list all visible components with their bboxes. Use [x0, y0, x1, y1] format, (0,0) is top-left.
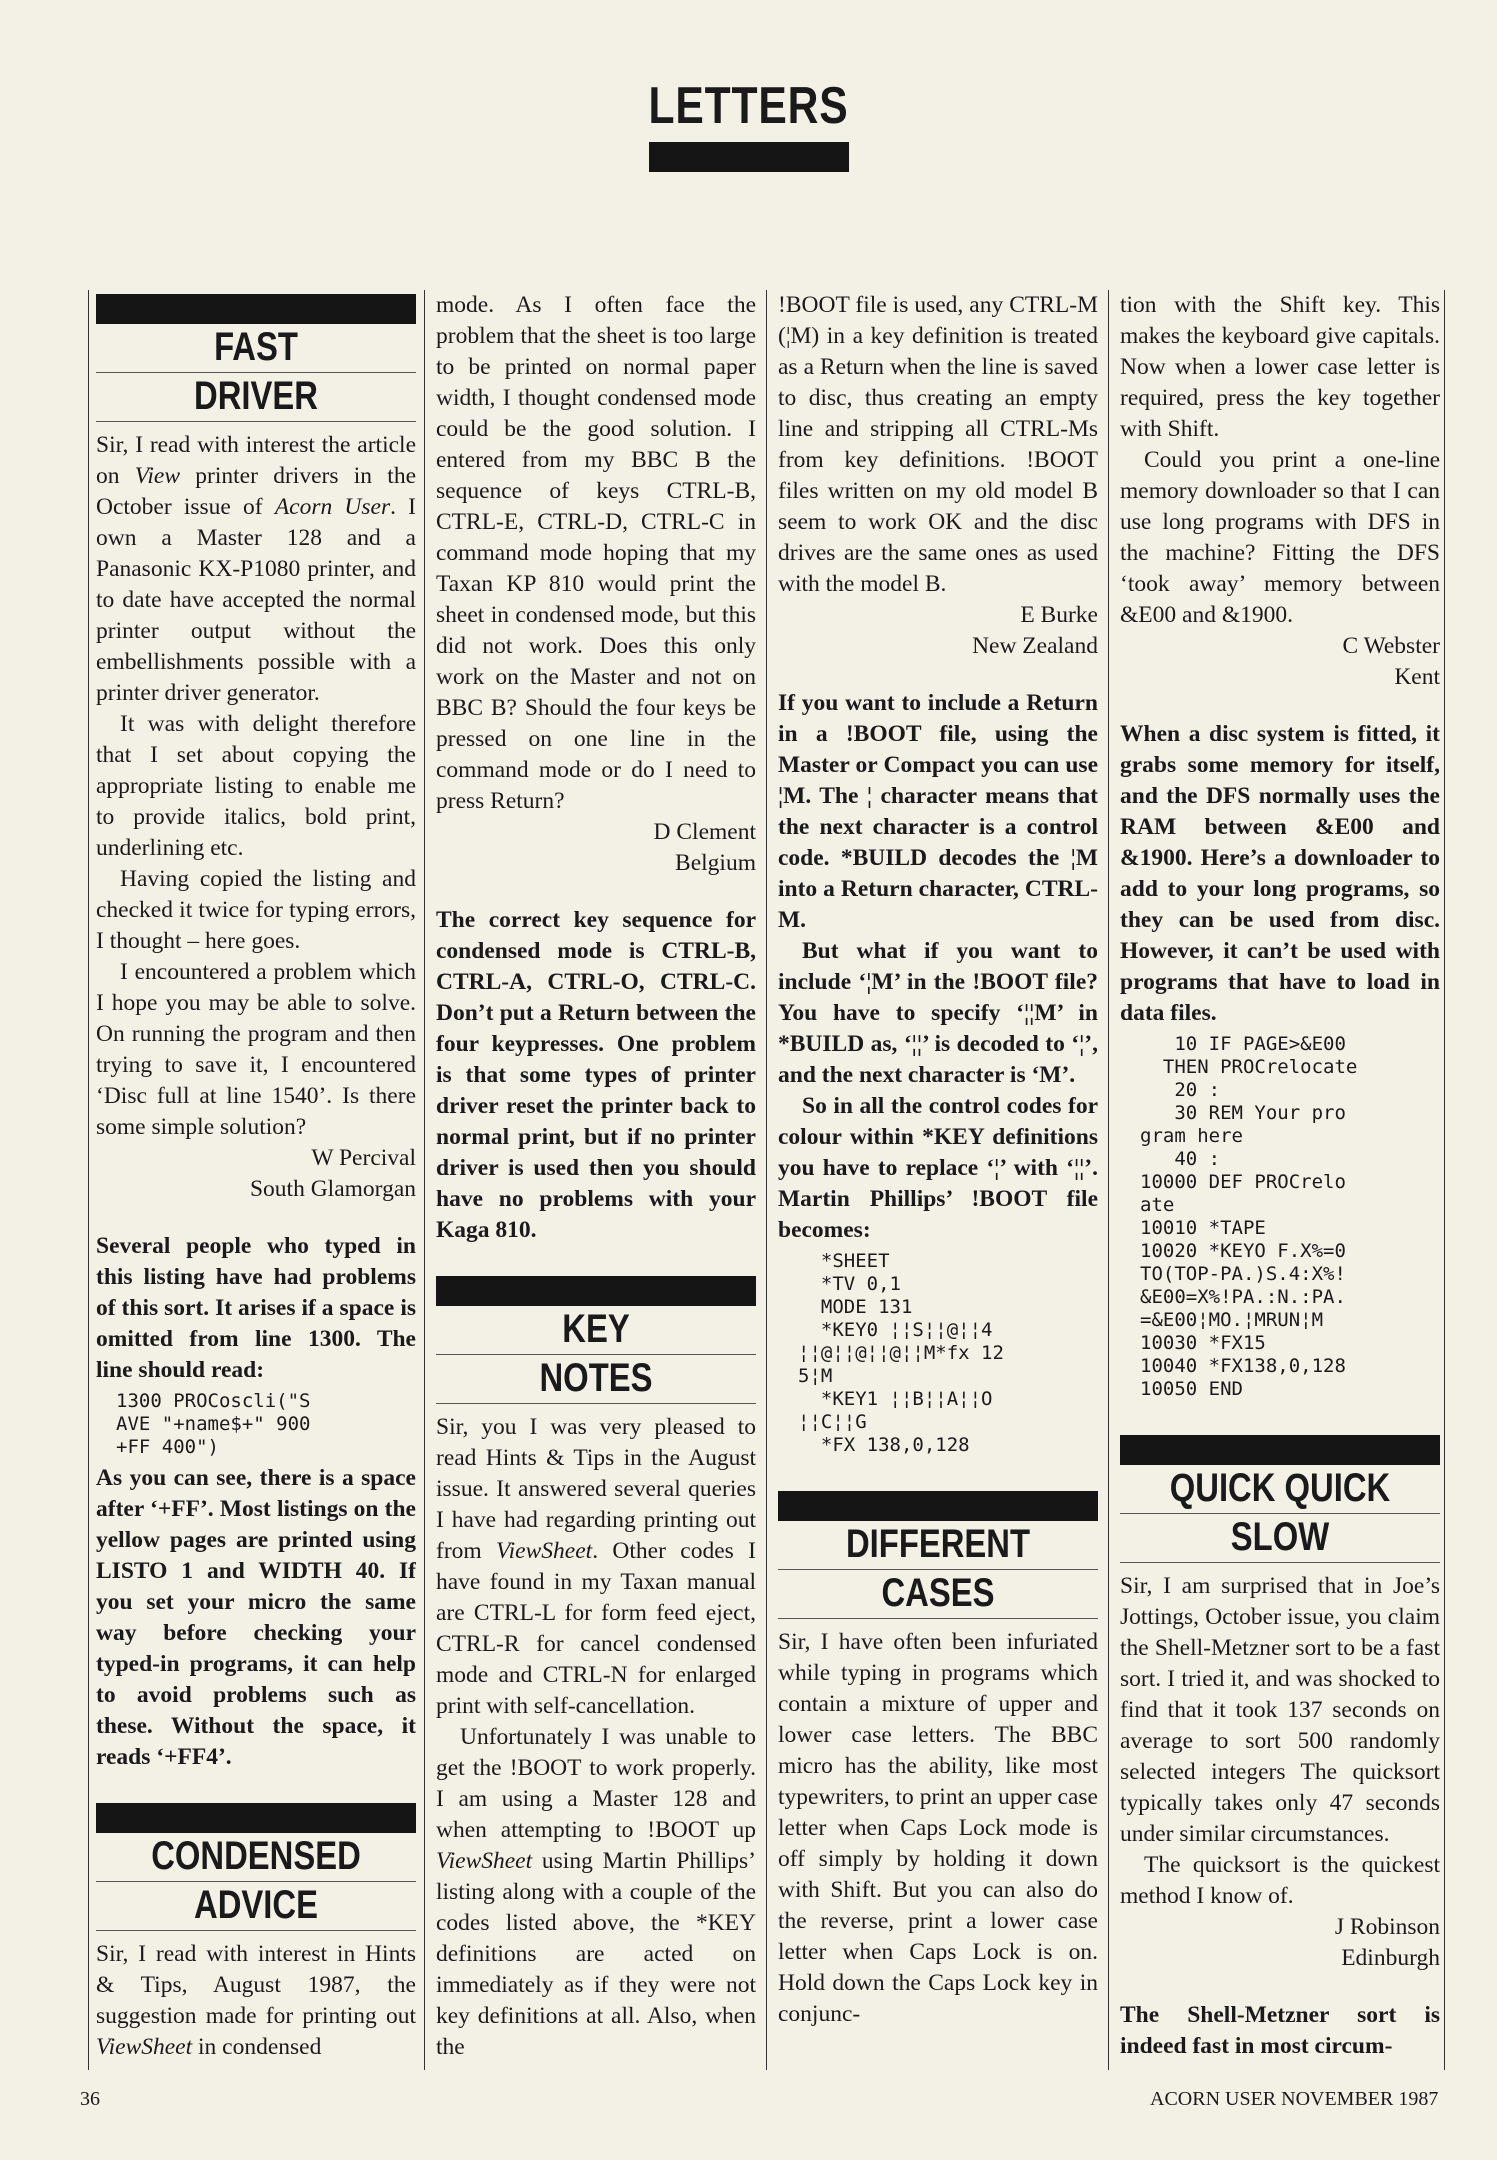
letter-paragraph: tion with the Shift key. This makes the keyboard give capitals. Now when a lower case letter is required, press the key together with Shift. [1120, 292, 1440, 442]
text: Sir, I read with interest the article on [96, 432, 416, 489]
signature-name: J Robinson [1334, 1914, 1440, 1940]
letter-paragraph: The quicksort is the quickest method I know of. [1120, 1852, 1440, 1909]
text: using Martin Phillips’ listing along with a couple of the codes listed above, the *KEY definitions are acted on immediately as if they were not key definitions at all. Also, when the [436, 1848, 756, 2060]
column-rule [424, 290, 425, 2070]
column-rule [1444, 290, 1445, 2070]
heading-line: DIFFERENT [845, 1522, 1031, 1566]
reply-paragraph: Several people who typed in this listing have had problems of this sort. It arises if a space is omitted from line 1300. The line should read: [96, 1233, 416, 1383]
signature-place: Belgium [675, 850, 756, 876]
letter-paragraph: mode. As I often face the problem that the sheet is too large to be printed on normal paper width, I thought condensed mode could be the good solution. I entered from my BBC B the sequence of keys CTRL-B, CTRL-E, CTRL-D, CTRL-C in command mode hoping that my Taxan KP 810 would print the sheet in condensed mode, but this did not work. Does this only work on the Master and not on BBC B? Should the four keys be pressed on one line in the command mode or do I need to press Return? [436, 292, 756, 814]
key-notes-heading [436, 1276, 756, 1404]
code-listing: 1300 PROCoscli("S AVE "+name$+" 900 +FF 400") [116, 1390, 311, 1458]
title-bar [649, 142, 849, 172]
letter-paragraph: Sir, I am surprised that in Joe’s Jottings, October issue, you claim the Shell-Metzner sort to be a fast sort. I tried it, and was shocked to find that it took 137 seconds on average to sort 500 randomly selected integers The quicksort typically takes only 47 seconds under similar circumstances. [1120, 1573, 1440, 1847]
letter-paragraph: I encountered a problem which I hope you may be able to solve. On running the program and then trying to save it, I encountered ‘Disc full at line 1540’. Is there some simple solution? [96, 959, 416, 1140]
column-1 [96, 290, 416, 2070]
signature-name: C Webster [1342, 633, 1440, 659]
letter-paragraph: Could you print a one-line memory downloader so that I can use long programs with DFS in the machine? Fitting the DFS ‘took away’ memory between &E00 and &1900. [1120, 447, 1440, 628]
italic-text: ViewSheet [436, 1848, 533, 1874]
different-cases-heading [778, 1491, 1098, 1619]
signature-place: Kent [1394, 664, 1440, 690]
italic-text: ViewSheet [96, 2034, 193, 2060]
signature-place: South Glamorgan [249, 1176, 416, 1202]
letter-paragraph [436, 1722, 756, 2063]
reply-paragraph: So in all the control codes for colour within *KEY definitions you have to replace ‘¦’ with ‘¦¦’. Martin Phillips’ !BOOT file becomes: [778, 1093, 1098, 1243]
text: . Other codes I have found in my Taxan manual are CTRL-L for form feed eject, CTRL-R for cancel condensed mode and CTRL-N for enlarged print with self-cancellation. [436, 1538, 756, 1719]
heading-line: ADVICE [194, 1883, 318, 1927]
code-listing: 10 IF PAGE>&E00 THEN PROCrelocate 20 : 30 REM Your pro gram here 40 : 10000 DEF PROCrelo ate 10010 *TAPE 10020 *KEYO F.X%=0 TO(TOP-PA.)S.4:X%! &E00=X%!PA.:N.:PA. =&E00¦MO.¦MRUN¦M 10030 *FX15 10040 *FX138,0,128 10050 END [1140, 1033, 1358, 1400]
reply-paragraph: When a disc system is fitted, it grabs some memory for itself, and the DFS normally uses the RAM between &E00 and &1900. Here’s a downloader to add to your long programs, so they can be used from disc. However, it can’t be used with programs that have to load in data files. [1120, 721, 1440, 1026]
column-4 [1120, 290, 1440, 2070]
heading-line: CASES [881, 1571, 995, 1615]
text: Unfortunately I was unable to get the !BOOT to work properly. I am using a Master 128 and when attempting to !BOOT up [436, 1724, 756, 1843]
signature-place: Edinburgh [1341, 1945, 1440, 1971]
heading-line: NOTES [539, 1356, 653, 1400]
text: in condensed [192, 2034, 322, 2060]
letter-paragraph [96, 430, 416, 709]
condensed-advice-heading [96, 1803, 416, 1931]
reply-paragraph: The correct key sequence for condensed mode is CTRL-B, CTRL-A, CTRL-O, CTRL-C. Don’t put a Return between the four keypresses. One problem is that some types of printer driver reset the printer back to normal print, but if no printer driver is used then you should have no problems with your Kaga 810. [436, 907, 756, 1243]
code-listing: *SHEET *TV 0,1 MODE 131 *KEY0 ¦¦S¦¦@¦¦4 ¦¦@¦¦@¦¦@¦¦M*fx 12 5¦M *KEY1 ¦¦B¦¦A¦¦O ¦¦C¦¦G *FX 138,0,128 [798, 1250, 1004, 1456]
heading-line: DRIVER [194, 374, 318, 418]
signature-name: W Percival [311, 1145, 416, 1171]
column-rule [766, 290, 767, 2070]
text: printer drivers in the October issue of [96, 463, 416, 520]
heading-bar [1120, 1435, 1440, 1465]
signature-name: E Burke [1020, 602, 1098, 628]
magazine-footer: ACORN USER NOVEMBER 1987 [1150, 2088, 1439, 2110]
signature-place: New Zealand [972, 633, 1098, 659]
fast-driver-heading [96, 294, 416, 422]
column-3 [778, 290, 1098, 2070]
column-2 [436, 290, 756, 2070]
letter-paragraph [436, 1412, 756, 1722]
heading-line: CONDENSED [151, 1834, 361, 1878]
column-rule [88, 290, 89, 2070]
italic-text: ViewSheet [496, 1538, 593, 1564]
reply-paragraph: As you can see, there is a space after ‘+FF’. Most listings on the yellow pages are printed using LISTO 1 and WIDTH 40. If you set your micro the same way before checking your typed-in programs, it can help to avoid problems such as these. Without the space, it reads ‘+FF4’. [96, 1465, 416, 1770]
heading-bar [96, 1803, 416, 1833]
column-rule [1108, 290, 1109, 2070]
heading-line: FAST [214, 325, 298, 369]
signature-name: D Clement [653, 819, 756, 845]
page-number: 36 [80, 2088, 100, 2110]
quick-quick-slow-heading [1120, 1435, 1440, 1563]
heading-line: SLOW [1230, 1515, 1330, 1559]
text: Sir, I read with interest in Hints & Tips, August 1987, the suggestion made for printing out [96, 1941, 416, 2029]
letter-paragraph: !BOOT file is used, any CTRL-M (¦M) in a key definition is treated as a Return when the line is saved to disc, thus creating an empty line and stripping all CTRL-Ms from key definitions. !BOOT files written on my old model B seem to work OK and the disc drives are the same ones as used with the model B. [778, 292, 1098, 597]
letter-paragraph: Sir, I have often been infuriated while typing in programs which contain a mixture of upper and lower case letters. The BBC micro has the ability, like most typewriters, to print an upper case letter when Caps Lock mode is off simply by holding it down with Shift. But you can also do the reverse, print a lower case letter when Caps Lock is on. Hold down the Caps Lock key in conjunc- [778, 1629, 1098, 2027]
text: Sir, you I was very pleased to read Hints & Tips in the August issue. It answered several queries I have had regarding printing out from [436, 1414, 756, 1564]
page-title: LETTERS [648, 77, 849, 135]
italic-text: Acorn User [274, 494, 391, 520]
letter-paragraph [96, 1939, 416, 2063]
text: . I own a Master 128 and a Panasonic KX-P1080 printer, and to date have accepted the normal printer output without the embellishments possible with a printer driver generator. [96, 494, 416, 706]
italic-text: View [134, 463, 181, 489]
masthead [0, 77, 1497, 172]
heading-bar [96, 294, 416, 324]
heading-line: KEY [562, 1307, 630, 1351]
reply-paragraph: If you want to include a Return in a !BOOT file, using the Master or Compact you can use ¦M. The ¦ character means that the next character is a control code. *BUILD decodes the ¦M into a Return character, CTRL-M. [778, 690, 1098, 933]
reply-paragraph: But what if you want to include ‘¦M’ in the !BOOT file? You have to specify ‘¦¦M’ in *BUILD as, ‘¦¦’ is decoded to ‘¦’, and the next character is ‘M’. [778, 938, 1098, 1088]
heading-line: QUICK QUICK [1169, 1466, 1391, 1510]
heading-bar [778, 1491, 1098, 1521]
heading-bar [436, 1276, 756, 1306]
letter-paragraph: It was with delight therefore that I set about copying the appropriate listing to enable me to provide italics, bold print, underlining etc. [96, 711, 416, 861]
reply-paragraph: The Shell-Metzner sort is indeed fast in most circum- [1120, 2002, 1440, 2059]
letter-paragraph: Having copied the listing and checked it twice for typing errors, I thought – here goes. [96, 866, 416, 954]
